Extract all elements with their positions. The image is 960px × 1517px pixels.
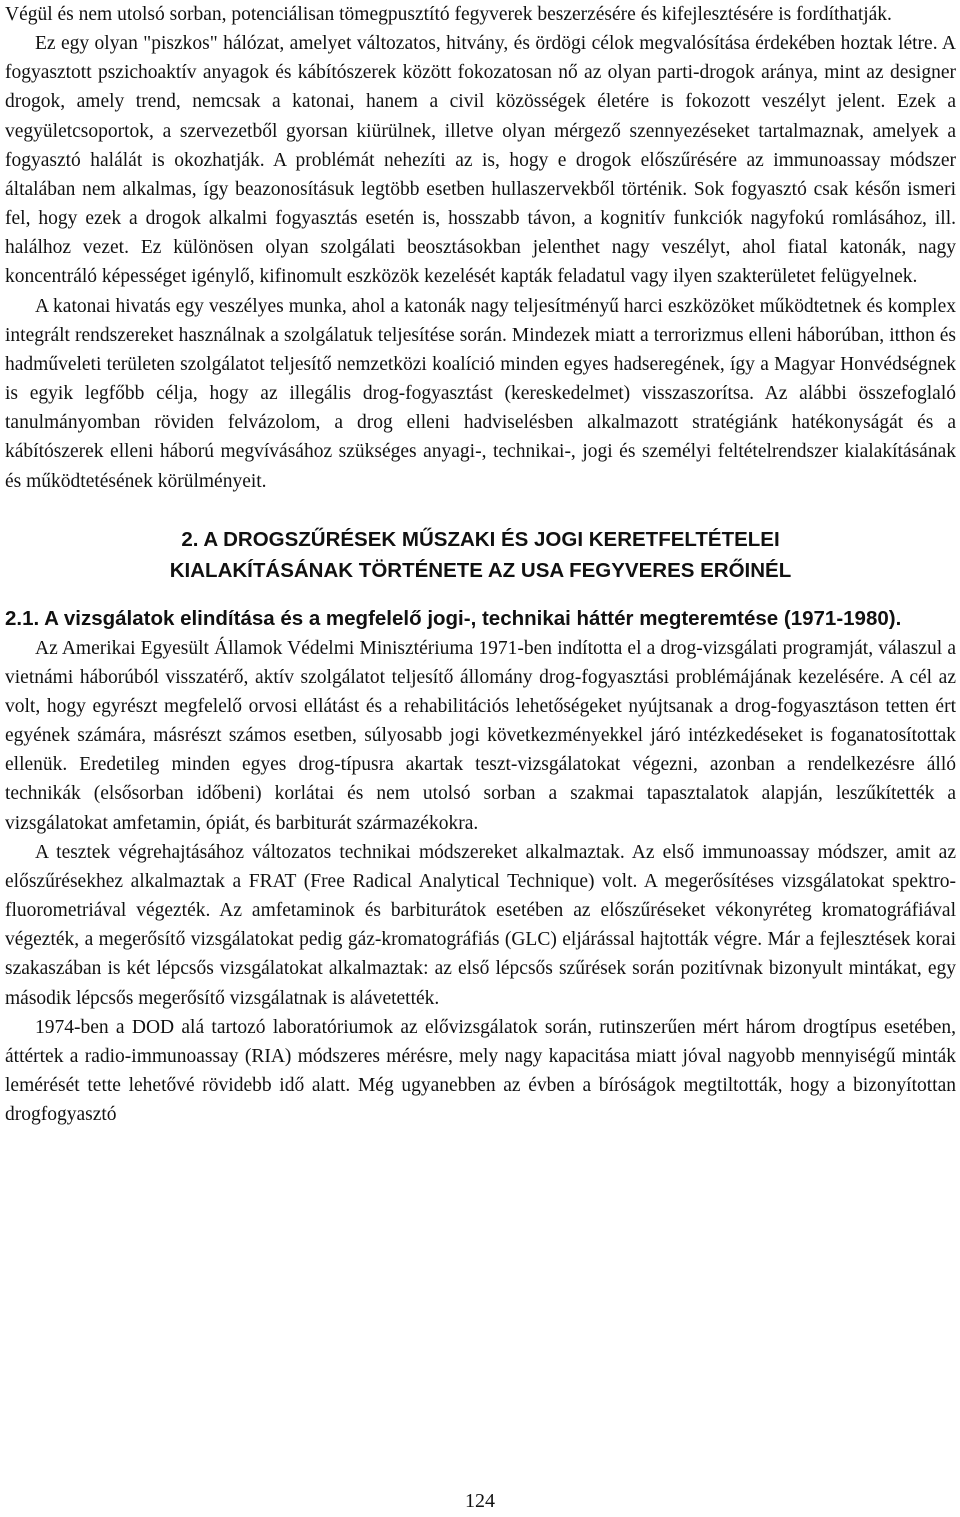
paragraph-4: Az Amerikai Egyesült Államok Védelmi Minisztériuma 1971-ben indította el a drog-vizsgálati programját, válaszul a vietnámi háborúból visszatérő, aktív szolgálatot teljesítő állomány drog-fogyasztási problémájának kezelésére. A cél az volt, hogy egyrészt megfelelő orvosi ellátást és a rehabilitációs lehetőségeket nyújtsanak a drog-fogyasztáson tetten ért egyének számára, másrészt számos esetben, súlyosabb jogi következményekkel járó intézkedéseket is foganatosítottak ellenük. Eredetileg minden egyes drog-típusra akartak teszt-vizsgálatokat végezni, azonban a rendelkezésre álló technikák (elsősorban időbeni) korlátai és nem utolsó sorban a szakmai tapasztalatok alapján, leszűkítették a vizsgálatokat amfetamin, ópiát, és barbiturát származékokra. [5, 637, 956, 834]
paragraph-2: Ez egy olyan "piszkos" hálózat, amelyet változatos, hitvány, és ördögi célok megvalósítása érdekében hoztak létre. A fogyasztott pszichoaktív anyagok és kábítószerek között fokozatosan nő az olyan parti-drogok aránya, mint az designer drogok, amely trend, nemcsak a katonai, hanem a civil közösségek életére is fokozott veszélyt jelent. Ezek a vegyületcsoportok, a szervezetből gyorsan kiürülnek, illetve olyan mérgező szennyezéseket tartalmaznak, amelyek a fogyasztó halálát is okozhatják. A problémát nehezíti az is, hogy e drogok előszűrésére az immunoassay módszer általában nem alkalmas, így beazonosításuk legtöbb esetben hullaszervekből történik. Sok fogyasztó csak későn ismeri fel, hogy ezek a drogok alkalmi fogyasztás esetén is, hosszabb távon, a kognitív funkciók nagyfokú romlásához, ill. halálhoz vezet. Ez különösen olyan szolgálati beosztásokban jelenthet nagy veszélyt, ahol fiatal katonák, nagy koncentráló képességet igénylő, kifinomult eszközök kezelését kapták feladatul vagy ilyen szakterületet felügyelnek. [5, 33, 956, 288]
paragraph-3: A katonai hivatás egy veszélyes munka, ahol a katonák nagy teljesítményű harci eszközöket működtetnek és komplex integrált rendszereket használnak a szolgálatuk teljesítése során. Mindezek miatt a terrorizmus elleni háborúban, itthon és hadműveleti területen szolgálatot teljesítő nemzetközi koalíció minden egyes hadseregének, így a Magyar Honvédségnek is egyik legfőbb célja, hogy az illegális drog-fogyasztást (kereskedelmet) visszaszorítsa. Az alábbi összefoglaló tanulmányomban röviden felvázolom, a drog elleni hadviselésben alkalmazott stratégiánk hatékonyságát és a kábítószerek elleni háború megvívásához szükséges anyagi-, technikai-, jogi és személyi feltételrendszer kialakításának és működtetésének körülményeit. [5, 295, 956, 492]
paragraph-5: A tesztek végrehajtásához változatos technikai módszereket alkalmaztak. Az első immunoassay módszer, amit az előszűrésekhez alkalmaztak a FRAT (Free Radical Analytical Technique) volt. A megerősítéses vizsgálatokat spektro-fluorometriával végezték. Az amfetaminok és barbiturátok esetében az előszűréseket vékonyréteg kromatográfiával végezték, a megerősítő vizsgálatokat pedig gáz-kromatográfiás (GLC) eljárással hajtották végre. Már a fejlesztések korai szakaszában is két lépcsős vizsgálatokat alkalmaztak: az első lépcsős szűrések során pozitívnak bizonyult mintákat, egy második lépcsős megerősítő vizsgálatnak is alávetették. [5, 841, 956, 1009]
section-heading [5, 524, 956, 586]
section-heading-line-2: KIALAKÍTÁSÁNAK TÖRTÉNETE AZ USA FEGYVERES ERŐINÉL [169, 558, 792, 582]
paragraph-6: 1974-ben a DOD alá tartozó laboratóriumok az elővizsgálatok során, rutinszerűen mért három drogtípus esetében, áttértek a radio-immunoassay (RIA) módszeres mérésre, mely nagy kapacitása miatt jóval nagyobb mennyiségű minták lemérését tette lehetővé rövidebb idő alatt. Még ugyanebben az évben a bíróságok megtiltották, hogy a bizonyítottan drogfogyasztó [5, 1016, 956, 1126]
paragraph-1: Végül és nem utolsó sorban, potenciálisan tömegpusztító fegyverek beszerzésére és kifejlesztésére is fordíthatják. [5, 4, 892, 25]
page-number: 124 [465, 1490, 495, 1512]
document-page [5, 0, 956, 1129]
section-heading-line-1: 2. A DROGSZŰRÉSEK MŰSZAKI ÉS JOGI KERETFELTÉTELEI [181, 527, 780, 551]
subsection-heading: 2.1. A vizsgálatok elindítása és a megfelelő jogi-, technikai háttér megteremtése (1971-1980). [5, 606, 902, 630]
